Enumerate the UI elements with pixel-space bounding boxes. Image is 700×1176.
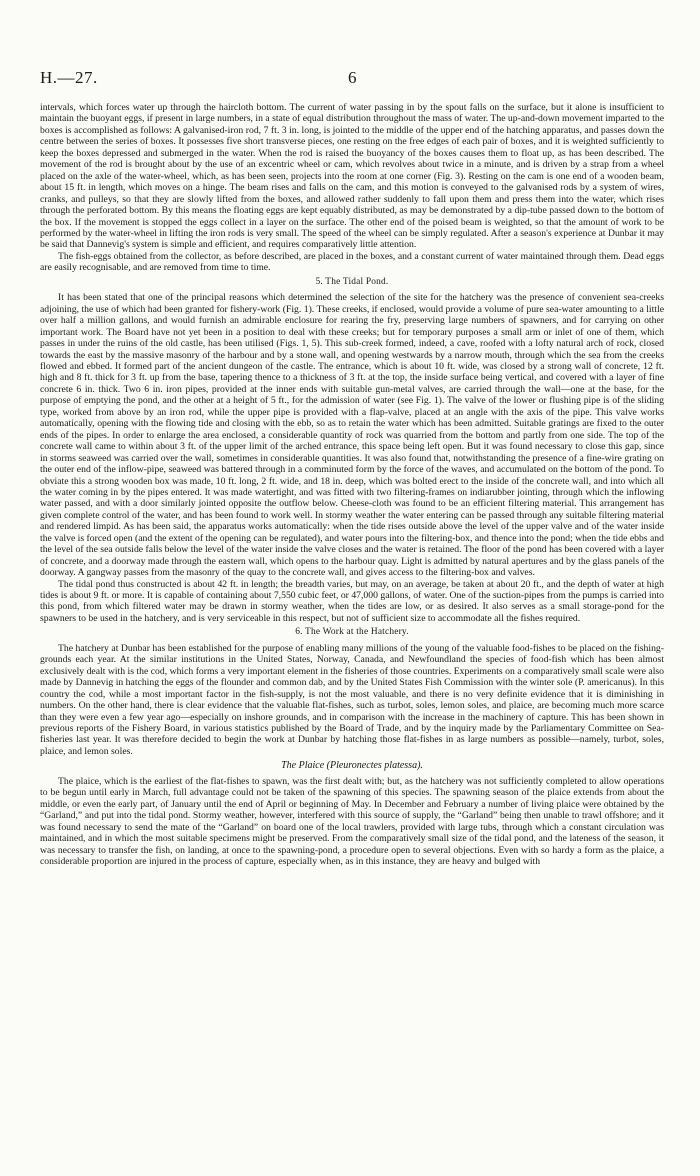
page-number: 6 — [348, 68, 357, 87]
paragraph: It has been stated that one of the principal reasons which determined the selection of the site for the hatchery was the presence of convenient sea-creeks adjoining, the use of which had been granted for fishery-work (Fig. 1). These creeks, if enclosed, would provide a volume of pure sea-water amounting to a little over half a million gallons, and would furnish an admirable enclosure for rearing the fry, preserving large numbers of spawners, and for carrying on other important work. The Board have not yet been in a position to deal with these creeks; but for temporary purposes a small arm or inlet of one of them, which passes in under the ruins of the old castle, has been utilised (Figs. 1, 5). This sub-creek formed, indeed, a cave, roofed with a lofty natural arch of rock, closed towards the east by the massive masonry of the harbour and by a stone wall, and opening westwards by a narrow mouth, through which the sea from the creeks flowed and ebbed. It formed part of the ancient dungeon of the castle. The entrance, which is about 10 ft. wide, was closed by a strong wall of concrete, 12 ft. high and 8 ft. thick for 3 ft. up from the base, tapering thence to a thickness of 3 ft. at the top, the inside surface being vertical, and covered with a layer of fine concrete 6 in. thick. Two 6 in. iron pipes, provided at the inner ends with suitable gun-metal valves, are carried through the wall—one at the base, for the purpose of emptying the pond, and the other at a height of 5 ft., for the admission of water (see Fig. 1). The valve of the lower or flushing pipe is of the sliding type, worked from above by an iron rod, while the upper pipe is provided with a flap-valve, placed at an angle with the axis of the pipe. This valve works automatically, opening with the flowing tide and closing with the ebb, so as to retain the water which has been admitted. Suitable gratings are fixed to the outer ends of the pipes. In order to enlarge the area enclosed, a considerable quantity of rock was quarried from the bottom and partly from one side. The top of the concrete wall came to within about 3 ft. of the upper limit of the arched entrance, this space being left open. But it was found necessary to close this gap, since in storms seaweed was carried over the wall, sometimes in considerable quantities. It was also found that, notwithstanding the presence of a fine-wire grating on the outer end of the inflow-pipe, seaweed was battered through in a comminuted form by the force of the waves, and accumulated on the bottom of the pond. To obviate this a strong wooden box was made, 10 ft. long, 2 ft. wide, and 18 in. deep, which was bolted erect to the inside of the concrete wall, and into which all the water coming in by the pipes entered. It was made watertight, and was fitted with two filtering-frames on indiarubber jointing, through which the inflowing water passed, and with a door similarly jointed opposite the outflow below. Cheese-cloth was found to be an efficient filtering material. This arrangement has given complete control of the water, and has been found to work well. In stormy weather the water entering can be passed through any suitable filtering material and rendered limpid. As has been said, the apparatus works automatically: when the tide rises outside above the level of the upper valve and of the water inside the valve is forced open (and the extent of the opening can be regulated), and water pours into the filtering-box, and thence into the pond; when the tide ebbs and the level of the sea outside falls below the level of the water inside the valve closes and the water is retained. The floor of the pond has been covered with a layer of concrete, and a doorway made through the eastern wall, which opens to the harbour quay. Light is admitted by natural apertures and by the glass panels of the doorway. A gangway passes from the masonry of the quay to the concrete wall, and gives access to the filtering-box and valves. — [40, 292, 664, 579]
paragraph: intervals, which forces water up through the haircloth bottom. The current of water passing in by the spout falls on the surface, but it alone is insufficient to maintain the buoyant eggs, if present in large numbers, in a state of equal distribution throughout the mass of water. The up-and-down movement imparted to the boxes is accomplished as follows: A galvanised-iron rod, 7 ft. 3 in. long, is jointed to the middle of the upper end of the hatching apparatus, and passes down the centre between the series of boxes. It possesses five short transverse pieces, one resting on the free edges of each pair of boxes, and it is weighted sufficiently to keep the boxes depressed and submerged in the water. When the rod is raised the buoyancy of the boxes causes them to float up, as has been described. The movement of the rod is brought about by the use of an excentric wheel or cam, which revolves about twice in a minute, and is driven by a strap from a wheel placed on the axle of the water-wheel, which, as has been seen, projects into the room at one corner (Fig. 3). Resting on the cam is one end of a wooden beam, about 15 ft. in length, which moves on a hinge. The beam rises and falls on the cam, and this motion is conveyed to the galvanised rods by a system of wires, cranks, and pulleys, so that they are slowly lifted from the boxes, and allowed rather suddenly to fall upon them and press them into the water, which rises through the perforated bottom. By this means the floating eggs are kept equably distributed, as may be demonstrated by a dip-tube passed down to the bottom of the box. If the movement is stopped the eggs collect in a layer on the surface. The other end of the poised beam is weighted, so that the amount of work to be performed by the water-wheel in lifting the iron rods is very small. The speed of the wheel can be simply regulated. After a season's experience at Dunbar it may be said that Dannevig's system is simple and efficient, and requires comparatively little attention. — [40, 102, 664, 251]
section-heading-hatchery-work: 6. The Work at the Hatchery. — [295, 627, 409, 638]
subheading-plaice: The Plaice (Pleuronectes platessa). — [281, 760, 423, 772]
section-heading-tidal-pond: 5. The Tidal Pond. — [315, 276, 389, 287]
page-header — [40, 68, 664, 92]
document-reference: H.—27. — [40, 68, 98, 87]
paragraph: The plaice, which is the earliest of the flat-fishes to spawn, was the first dealt with; but, as the hatchery was not sufficiently completed to allow operations to be begun until early in March, full advantage could not be taken of the spawning of this species. The spawning season of the plaice extends from about the middle, or even the early part, of January until the end of April or beginning of May. In December and February a number of living plaice were obtained by the “Garland,” and put into the tidal pond. Stormy weather, however, interfered with this source of supply, the “Garland” being then unable to trawl offshore; and it was found necessary to send the mate of the “Garland” on board one of the local trawlers, provided with large tubs, through which a constant circulation was maintained, and in which the most suitable specimens might be preserved. From the comparatively small size of the tidal pond, and the lateness of the season, it was necessary to transfer the fish, on landing, at once to the spawning-pond, a procedure open to several objections. Even with so hardy a form as the plaice, a considerable proportion are injured in the process of capture, especially when, as in this instance, they are heavy and bulged with — [40, 775, 664, 867]
paragraph: The tidal pond thus constructed is about 42 ft. in length; the breadth varies, but may, on an average, be taken at about 20 ft., and the depth of water at high tides is about 9 ft. or more. It is capable of containing about 7,550 cubic feet, or 47,000 gallons, of water. One of the suction-pipes from the pumps is carried into this pond, from which filtered water may be drawn in stormy weather, when the tides are low, or as desired. It also serves as a small storage-pond for the spawners to be used in the hatchery, and is very serviceable in this respect, but not of sufficient size to accommodate all the fishes required. — [40, 578, 664, 624]
paragraph: The hatchery at Dunbar has been established for the purpose of enabling many millions of the young of the valuable food-fishes to be placed on the fishing-grounds each year. At the similar institutions in the United States, Norway, Canada, and Newfoundland the species of food-fish which has been almost exclusively dealt with is the cod, which forms a very important element in the fisheries of those countries. Experiments on a comparatively small scale were also made by Dannevig in hatching the eggs of the flounder and common dab, and by the United States Fish Commission with the winter sole (P. americanus). In this country the cod, while a most important factor in the fish-supply, is not the most valuable, and there is no very definite evidence that it is diminishing in numbers. On the other hand, there is clear evidence that the valuable flat-fishes, such as turbot, soles, lemon soles, and plaice, are becoming much more scarce than they were even a few year ago—especially on inshore grounds, and in comparison with the increase in the machinery of capture. This has been shown in previous reports of the Fishery Board, in various statistics published by the Board of Trade, and by the inquiry made by the Parliamentary Committee on Sea-fisheries last year. It was therefore decided to begin the work at Dunbar by hatching those flat-fishes in as large numbers as possible—namely, turbot, soles, plaice, and lemon soles. — [40, 642, 664, 757]
paragraph: The fish-eggs obtained from the collector, as before described, are placed in the boxes, and a constant current of water maintained through them. Dead eggs are easily recognisable, and are removed from time to time. — [40, 250, 664, 274]
document-body — [40, 102, 664, 867]
